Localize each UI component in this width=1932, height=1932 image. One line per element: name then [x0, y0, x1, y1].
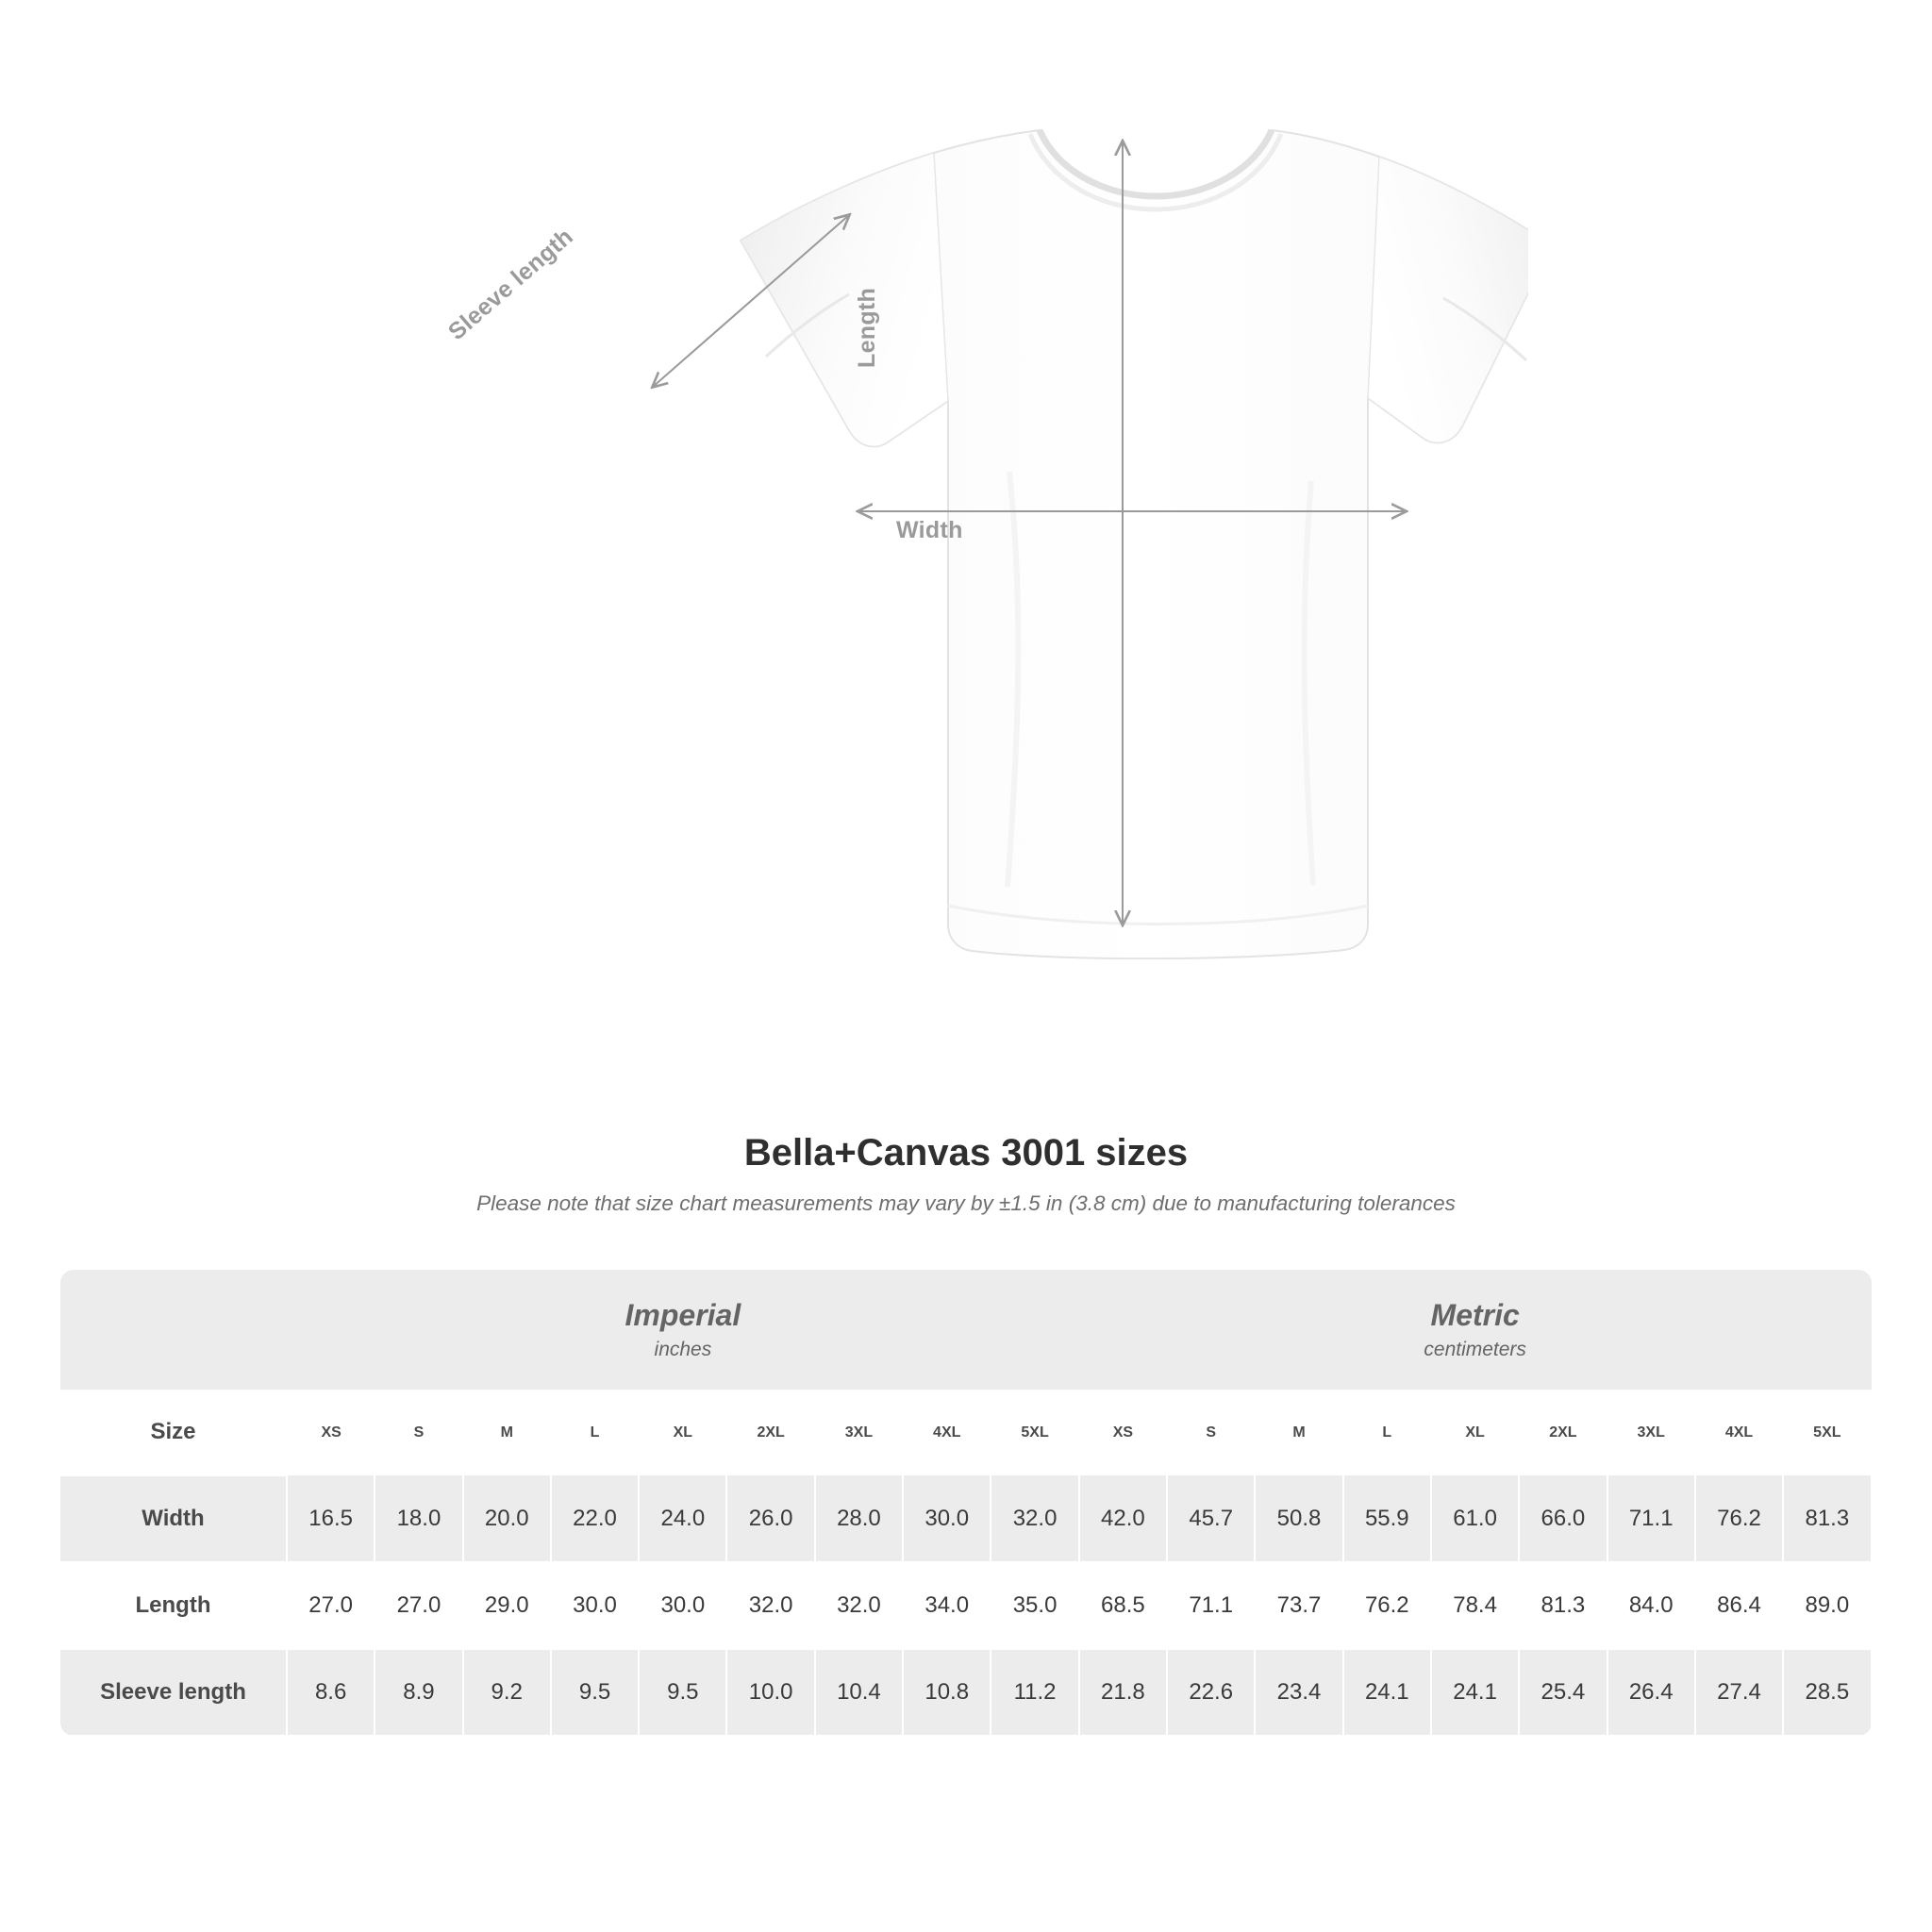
row-header-width: Width [60, 1475, 287, 1562]
cell-length: 78.4 [1431, 1562, 1519, 1649]
cell-sleeve: 24.1 [1431, 1649, 1519, 1736]
cell-length: 35.0 [991, 1562, 1078, 1649]
cell-sleeve: 27.4 [1695, 1649, 1783, 1736]
table-row [60, 1562, 1872, 1649]
cell-sleeve: 9.5 [639, 1649, 726, 1736]
cell-width: 20.0 [463, 1475, 551, 1562]
cell-width: 55.9 [1343, 1475, 1431, 1562]
size-header: 3XL [815, 1390, 903, 1475]
cell-width: 50.8 [1255, 1475, 1342, 1562]
cell-sleeve: 8.6 [287, 1649, 375, 1736]
size-header: 4XL [903, 1390, 991, 1475]
cell-length: 34.0 [903, 1562, 991, 1649]
length-dimension-label: Length [854, 287, 880, 368]
cell-width: 16.5 [287, 1475, 375, 1562]
cell-length: 86.4 [1695, 1562, 1783, 1649]
title-block [0, 1132, 1932, 1216]
tshirt-diagram [406, 75, 1528, 1047]
cell-sleeve: 10.0 [726, 1649, 814, 1736]
cell-width: 28.0 [815, 1475, 903, 1562]
unit-spacer [60, 1270, 287, 1390]
cell-length: 89.0 [1783, 1562, 1871, 1649]
cell-sleeve: 24.1 [1343, 1649, 1431, 1736]
cell-length: 76.2 [1343, 1562, 1431, 1649]
cell-width: 24.0 [639, 1475, 726, 1562]
unit-group-metric-sub: centimeters [1424, 1339, 1526, 1360]
page-title: Bella+Canvas 3001 sizes [743, 1132, 1189, 1174]
cell-width: 26.0 [726, 1475, 814, 1562]
row-header-length: Length [60, 1562, 287, 1649]
tolerance-note: Please note that size chart measurements may vary by ±1.5 in (3.8 cm) due to manufacturing tolerances [476, 1191, 1456, 1215]
row-header-sleeve-length: Sleeve length [60, 1649, 287, 1736]
cell-sleeve: 9.2 [463, 1649, 551, 1736]
cell-sleeve: 11.2 [991, 1649, 1078, 1736]
width-dimension-label: Width [896, 517, 963, 543]
cell-width: 81.3 [1783, 1475, 1871, 1562]
cell-length: 29.0 [463, 1562, 551, 1649]
unit-group-row [60, 1270, 1872, 1390]
cell-width: 71.1 [1607, 1475, 1695, 1562]
table-row [60, 1649, 1872, 1736]
size-header: 5XL [991, 1390, 1078, 1475]
unit-group-imperial [287, 1270, 1079, 1390]
tshirt-shape [741, 130, 1528, 958]
cell-length: 27.0 [375, 1562, 462, 1649]
unit-group-imperial-name: Imperial [625, 1298, 741, 1332]
cell-sleeve: 25.4 [1519, 1649, 1607, 1736]
table-header-row [60, 1390, 1872, 1475]
size-header: XS [1079, 1390, 1167, 1475]
tshirt-icon [406, 75, 1528, 1047]
cell-width: 45.7 [1167, 1475, 1255, 1562]
cell-length: 73.7 [1255, 1562, 1342, 1649]
cell-width: 61.0 [1431, 1475, 1519, 1562]
cell-width: 42.0 [1079, 1475, 1167, 1562]
cell-sleeve: 28.5 [1783, 1649, 1871, 1736]
unit-group-metric [1079, 1270, 1872, 1390]
size-header: XL [1431, 1390, 1519, 1475]
cell-width: 22.0 [551, 1475, 639, 1562]
cell-width: 66.0 [1519, 1475, 1607, 1562]
cell-length: 32.0 [815, 1562, 903, 1649]
size-header: L [551, 1390, 639, 1475]
size-header: L [1343, 1390, 1431, 1475]
size-header: XS [287, 1390, 375, 1475]
size-table-wrapper [60, 1270, 1872, 1737]
size-header: S [375, 1390, 462, 1475]
unit-group-metric-name: Metric [1430, 1298, 1520, 1332]
size-header: XL [639, 1390, 726, 1475]
cell-length: 27.0 [287, 1562, 375, 1649]
unit-group-imperial-sub: inches [654, 1339, 712, 1360]
size-header: M [463, 1390, 551, 1475]
cell-sleeve: 9.5 [551, 1649, 639, 1736]
size-header: 3XL [1607, 1390, 1695, 1475]
cell-width: 18.0 [375, 1475, 462, 1562]
cell-sleeve: 23.4 [1255, 1649, 1342, 1736]
cell-length: 30.0 [639, 1562, 726, 1649]
size-header: 2XL [726, 1390, 814, 1475]
size-table [60, 1270, 1873, 1737]
size-header: 4XL [1695, 1390, 1783, 1475]
cell-width: 76.2 [1695, 1475, 1783, 1562]
size-header: 2XL [1519, 1390, 1607, 1475]
size-header: M [1255, 1390, 1342, 1475]
sleeve-length-dimension-label: Sleeve length [443, 223, 578, 346]
cell-length: 30.0 [551, 1562, 639, 1649]
cell-length: 81.3 [1519, 1562, 1607, 1649]
cell-length: 84.0 [1607, 1562, 1695, 1649]
cell-sleeve: 8.9 [375, 1649, 462, 1736]
cell-sleeve: 22.6 [1167, 1649, 1255, 1736]
cell-sleeve: 21.8 [1079, 1649, 1167, 1736]
cell-sleeve: 10.4 [815, 1649, 903, 1736]
cell-length: 71.1 [1167, 1562, 1255, 1649]
cell-length: 68.5 [1079, 1562, 1167, 1649]
cell-width: 30.0 [903, 1475, 991, 1562]
column-header-size: Size [60, 1390, 287, 1475]
cell-sleeve: 26.4 [1607, 1649, 1695, 1736]
size-header: 5XL [1783, 1390, 1871, 1475]
size-header: S [1167, 1390, 1255, 1475]
cell-width: 32.0 [991, 1475, 1078, 1562]
table-row [60, 1475, 1872, 1562]
cell-length: 32.0 [726, 1562, 814, 1649]
cell-sleeve: 10.8 [903, 1649, 991, 1736]
